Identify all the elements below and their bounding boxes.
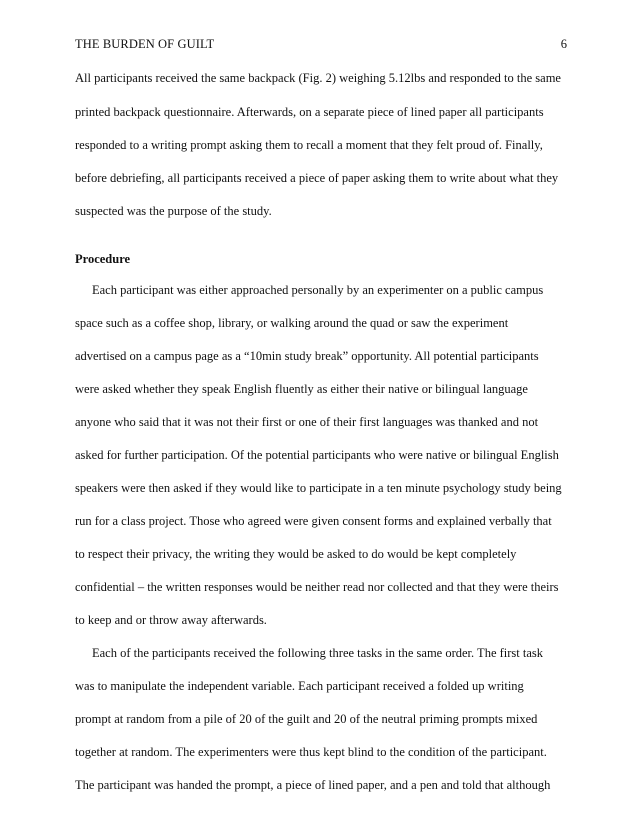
paragraph-line: was to manipulate the independent variable. Each participant received a folded up writing bbox=[75, 679, 524, 693]
paragraph-line: advertised on a campus page as a “10min study break” opportunity. All potential participants bbox=[75, 349, 539, 363]
paragraph-line: The participant was handed the prompt, a piece of lined paper, and a pen and told that although bbox=[75, 778, 551, 792]
paragraph-line: space such as a coffee shop, library, or walking around the quad or saw the experiment bbox=[75, 316, 509, 330]
running-head: THE BURDEN OF GUILT bbox=[75, 37, 215, 51]
paragraph-line: Each of the participants received the following three tasks in the same order. The first task bbox=[92, 646, 544, 660]
paragraph-line: together at random. The experimenters were thus kept blind to the condition of the participant. bbox=[75, 745, 547, 759]
paragraph-line: run for a class project. Those who agreed were given consent forms and explained verbally that bbox=[75, 514, 552, 528]
paragraph-line: were asked whether they speak English fluently as either their native or bilingual language bbox=[75, 382, 528, 396]
paragraph-line: All participants received the same backpack (Fig. 2) weighing 5.12lbs and responded to the same bbox=[75, 71, 561, 85]
paragraph-line: speakers were then asked if they would like to participate in a ten minute psychology study being bbox=[75, 481, 562, 495]
paragraph-line: suspected was the purpose of the study. bbox=[75, 204, 272, 218]
paragraph-line: to keep and or throw away afterwards. bbox=[75, 613, 267, 627]
paragraph-line: printed backpack questionnaire. Afterwards, on a separate piece of lined paper all participants bbox=[75, 105, 544, 119]
paragraph-line: responded to a writing prompt asking them to recall a moment that they felt proud of. Finally, bbox=[75, 138, 543, 152]
paragraph-line: anyone who said that it was not their first or one of their first languages was thanked and not bbox=[75, 415, 539, 429]
paragraph-line: prompt at random from a pile of 20 of the guilt and 20 of the neutral priming prompts mixed bbox=[75, 712, 538, 726]
section-heading: Procedure bbox=[75, 252, 131, 266]
paragraph-line: asked for further participation. Of the potential participants who were native or bilingual English bbox=[75, 448, 559, 462]
paragraph-line: to respect their privacy, the writing they would be asked to do would be kept completely bbox=[75, 547, 517, 561]
paragraph-line: Each participant was either approached personally by an experimenter on a public campus bbox=[92, 283, 544, 297]
paragraph-line: before debriefing, all participants received a piece of paper asking them to write about what they bbox=[75, 171, 559, 185]
paragraph-line: confidential – the written responses would be neither read nor collected and that they were theirs bbox=[75, 580, 559, 594]
page-number: 6 bbox=[560, 37, 567, 51]
